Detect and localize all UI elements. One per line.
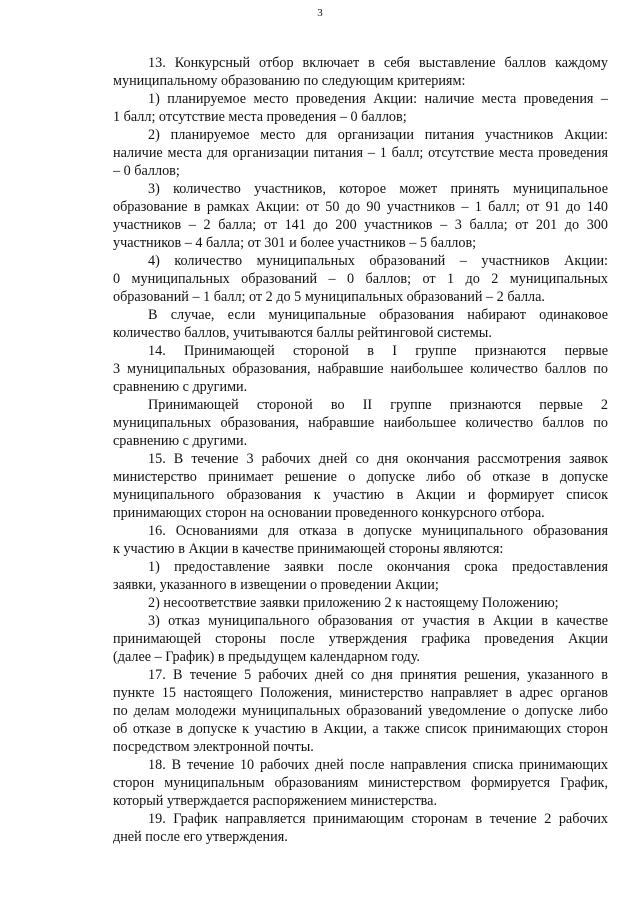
text-line: который утверждается распоряжением министерства. bbox=[113, 793, 438, 809]
text-line: к участию в Акции в качестве принимающей стороны являются: bbox=[113, 541, 504, 557]
text-line: 2) несоответствие заявки приложению 2 к настоящему Положению; bbox=[148, 595, 559, 611]
text-line: 1) предоставление заявки после окончания срока предоставления bbox=[148, 559, 608, 575]
text-line: посредством электронной почты. bbox=[113, 739, 314, 755]
text-line: муниципального образования к участию в Акции и формирует список bbox=[113, 487, 608, 503]
text-line: 3) отказ муниципального образования от участия в Акции в качестве bbox=[148, 613, 608, 629]
text-line: об отказе в допуске к участию в Акции, а также список принимающих сторон bbox=[113, 721, 608, 737]
text-line: сравнению с другими. bbox=[113, 379, 248, 395]
text-line: 3 муниципальных образования, набравшие наибольшее количество баллов по bbox=[113, 361, 608, 377]
document-body bbox=[113, 54, 608, 846]
text-line: сторон муниципальным образованиям министерством формируется График, bbox=[113, 775, 608, 791]
text-line: количество баллов, учитываются баллы рейтинговой системы. bbox=[113, 325, 492, 341]
text-line: образований – 1 балл; от 2 до 5 муниципальных образований – 2 балла. bbox=[113, 289, 545, 305]
text-line: 3) количество участников, которое может принять муниципальное bbox=[148, 181, 608, 197]
text-line: 17. В течение 5 рабочих дней со дня принятия решения, указанного в bbox=[148, 667, 608, 683]
text-line: 14. Принимающей стороной в I группе признаются первые bbox=[148, 343, 608, 359]
text-line: 16. Основаниями для отказа в допуске муниципального образования bbox=[148, 523, 608, 539]
text-line: наличие места для организации питания – 1 балл; отсутствие места проведения bbox=[113, 145, 608, 161]
text-line: пункте 15 настоящего Положения, министерство направляет в адрес органов bbox=[113, 685, 608, 701]
text-line: 15. В течение 3 рабочих дней со дня окончания рассмотрения заявок bbox=[148, 451, 608, 467]
text-line: – 0 баллов; bbox=[113, 163, 180, 179]
text-line: В случае, если муниципальные образования набирают одинаковое bbox=[148, 307, 608, 323]
page-number: 3 bbox=[317, 7, 323, 19]
text-line: 4) количество муниципальных образований – участников Акции: bbox=[148, 253, 608, 269]
text-line: 2) планируемое место для организации питания участников Акции: bbox=[148, 127, 608, 143]
text-line: принимающих сторон на основании проведенного конкурсного отбора. bbox=[113, 505, 545, 521]
text-line: принимающей стороны после утверждения графика проведения Акции bbox=[113, 631, 608, 647]
text-line: дней после его утверждения. bbox=[113, 829, 288, 845]
text-line: 1) планируемое место проведения Акции: наличие места проведения – bbox=[148, 91, 608, 107]
text-line: образование в рамках Акции: от 50 до 90 участников – 1 балл; от 91 до 140 bbox=[113, 199, 608, 215]
text-line: 13. Конкурсный отбор включает в себя выставление баллов каждому bbox=[148, 55, 608, 71]
text-line: участников – 4 балла; от 301 и более участников – 5 баллов; bbox=[113, 235, 477, 251]
text-line: 19. График направляется принимающим сторонам в течение 2 рабочих bbox=[148, 811, 608, 827]
text-line: 0 муниципальных образований – 0 баллов; от 1 до 2 муниципальных bbox=[113, 271, 608, 287]
text-line: министерство принимает решение о допуске либо об отказе в допуске bbox=[113, 469, 608, 485]
text-line: по делам молодежи муниципальных образований уведомление о допуске либо bbox=[113, 703, 608, 719]
text-line: (далее – График) в предыдущем календарном году. bbox=[113, 649, 420, 665]
text-line: 18. В течение 10 рабочих дней после направления списка принимающих bbox=[148, 757, 608, 773]
text-line: муниципальных образования, набравшие наибольшее количество баллов по bbox=[113, 415, 608, 431]
text-line: сравнению с другими. bbox=[113, 433, 248, 449]
text-line: 1 балл; отсутствие места проведения – 0 баллов; bbox=[113, 109, 407, 125]
text-line: заявки, указанного в извещении о проведении Акции; bbox=[113, 577, 439, 593]
text-line: участников – 2 балла; от 141 до 200 участников – 3 балла; от 201 до 300 bbox=[113, 217, 608, 233]
text-line: муниципальному образованию по следующим критериям: bbox=[113, 73, 466, 89]
text-line: Принимающей стороной во II группе признаются первые 2 bbox=[148, 397, 608, 413]
